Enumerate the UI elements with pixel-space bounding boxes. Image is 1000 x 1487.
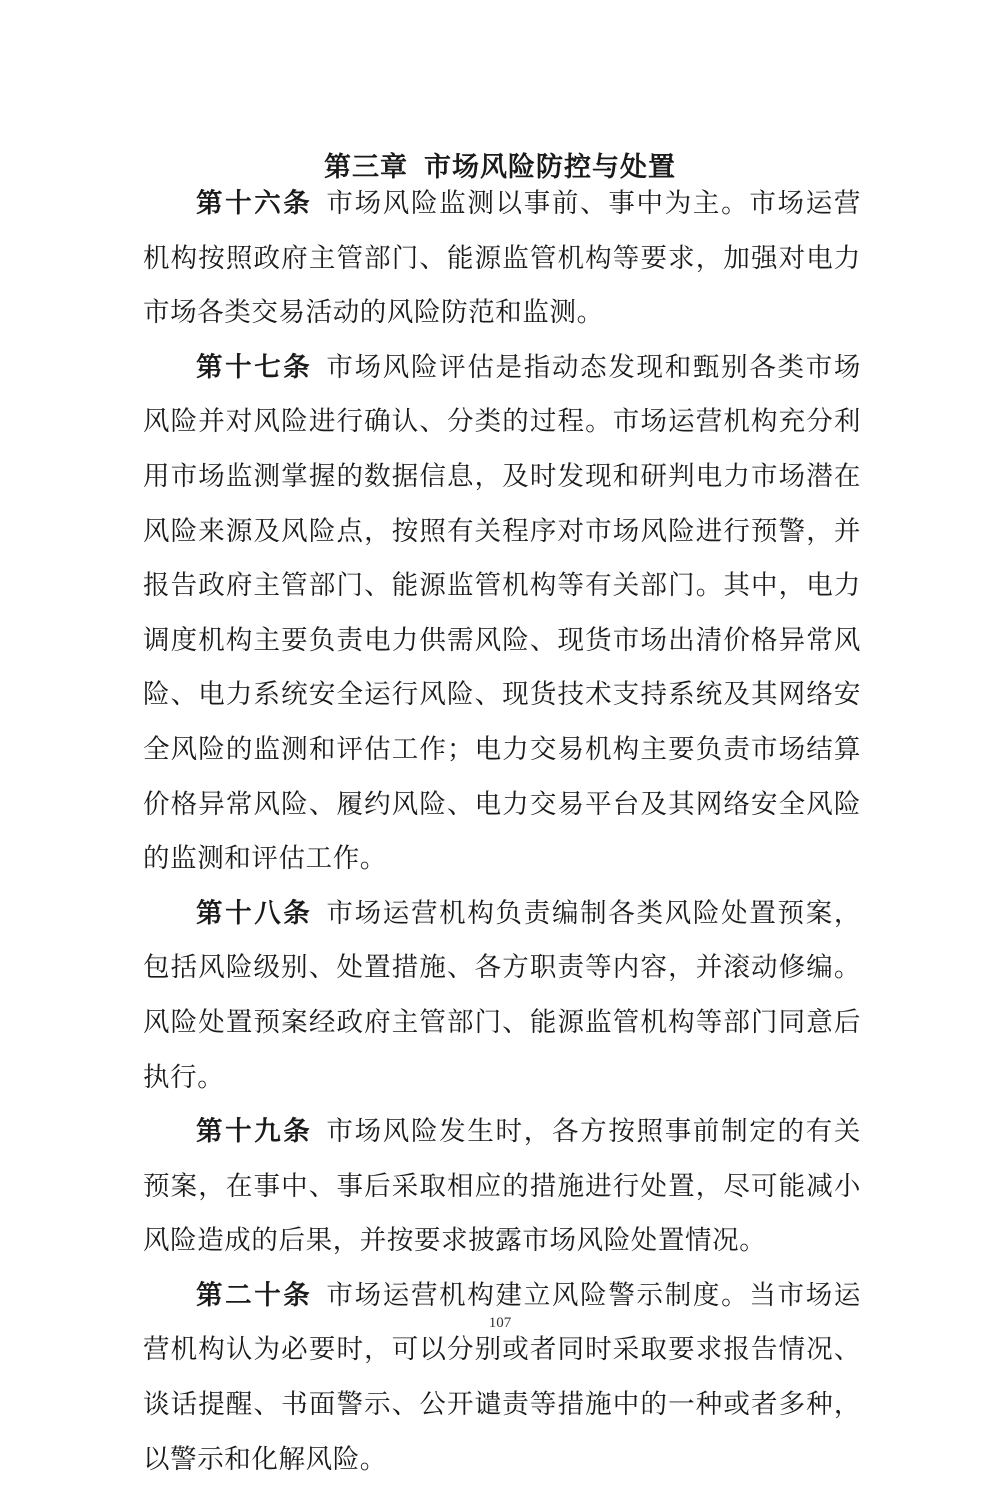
article-text: 市场风险监测以事前、事中为主。市场运营机构按照政府主管部门、能源监管机构等要求，加强对电力市场各类交易活动的风险防范和监测。 (143, 188, 862, 329)
article-list (143, 177, 861, 1487)
article-20 (143, 1269, 861, 1487)
chapter-number: 第三章 (324, 152, 408, 184)
article-label: 第十八条 (196, 897, 313, 929)
article-16 (143, 177, 861, 341)
article-text: 市场风险发生时，各方按照事前制定的有关预案，在事中、事后采取相应的措施进行处置，尽可能减小风险造成的后果，并按要求披露市场风险处置情况。 (143, 1116, 862, 1257)
article-17 (143, 341, 861, 887)
article-text: 市场运营机构负责编制各类风险处置预案，包括风险级别、处置措施、各方职责等内容，并滚动修编。风险处置预案经政府主管部门、能源监管机构等部门同意后执行。 (143, 897, 862, 1093)
article-18 (143, 887, 861, 1105)
article-text: 市场风险评估是指动态发现和甄别各类市场风险并对风险进行确认、分类的过程。市场运营机构充分利用市场监测掌握的数据信息，及时发现和研判电力市场潜在风险来源及风险点，按照有关程序对市场风险进行预警，并报告政府主管部门、能源监管机构等有关部门。其中，电力调度机构主要负责电力供需风险、现货市场出清价格异常风险、电力系统安全运行风险、现货技术支持系统及其网络安全风险的监测和评估工作；电力交易机构主要负责市场结算价格异常风险、履约风险、电力交易平台及其网络安全风险的监测和评估工作。 (143, 351, 862, 875)
article-19 (143, 1105, 861, 1269)
article-label: 第十九条 (196, 1116, 313, 1148)
article-label: 第十六条 (196, 188, 313, 219)
page-number: 107 (488, 1315, 512, 1331)
chapter-title: 市场风险防控与处置 (424, 152, 676, 184)
article-label: 第二十条 (196, 1279, 313, 1311)
article-text: 市场运营机构建立风险警示制度。当市场运营机构认为必要时，可以分别或者同时采取要求报告情况、谈话提醒、书面警示、公开谴责等措施中的一种或者多种，以警示和化解风险。 (143, 1279, 862, 1475)
article-label: 第十七条 (196, 351, 313, 383)
